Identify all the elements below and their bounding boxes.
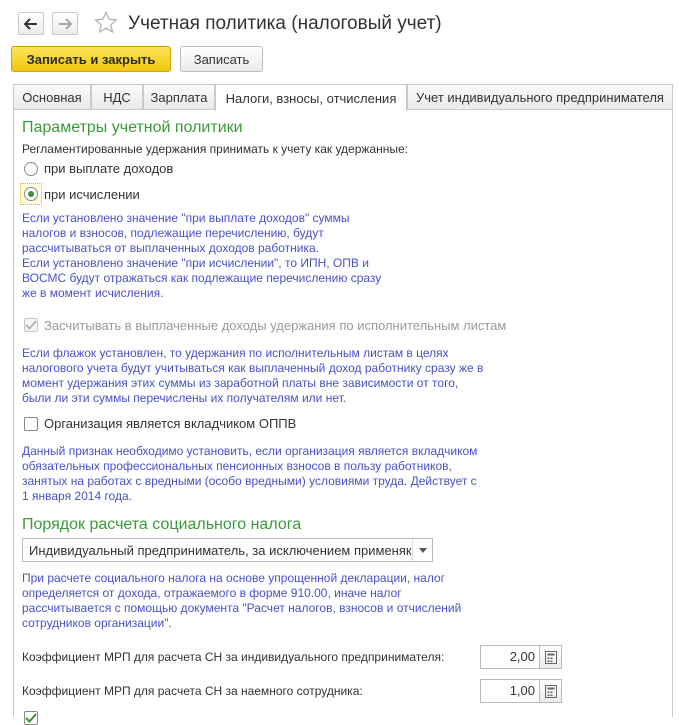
chevron-down-icon [419, 548, 427, 553]
save-button[interactable]: Записать [180, 46, 263, 72]
calc-hint: При расчете социального налога на основе упрощенной декларации, налог определяется от дохода, отражаемого в форме 910.00, иначе налог рассчитывается с помощью документа "Расчет налогов, взносов и отчислений сотрудников организации". [22, 571, 462, 630]
option-hint: Если установлено значение "при выплате доходов" суммы налогов и взносов, подлежащие перечислению, будут рассчитываться от выплаченных доходов работника. Если установлено значение "при исчислении", то ИПН, ОПВ и ВОСМС будут отражаться как подлежащие перечислению сразу же в момент исчисления. [22, 211, 382, 300]
mrp-employee-calc-button[interactable] [540, 679, 562, 703]
social-tax-section-title: Порядок расчета социального налога [22, 516, 302, 533]
calc-order-select[interactable] [22, 538, 433, 562]
mrp-ip-calc-button[interactable] [540, 645, 562, 669]
mrp-employee-field[interactable] [480, 679, 562, 703]
radio-on-payment-label[interactable]: при выплате доходов [44, 161, 174, 176]
arrow-left-icon [24, 18, 38, 30]
mrp-employee-input[interactable]: 1,00 [480, 679, 540, 703]
writs-hint: Если флажок установлен, то удержания по исполнительным листам в целях налогового учета будут учитываться как выплаченный доход работнику сразу же в момент удержания этих суммы из заработной платы вне зависимости от того, были ли эти суммы перечислены их получателям или нет. [22, 346, 484, 405]
checkmark-icon [25, 713, 37, 723]
radio-on-calculation-label[interactable]: при исчислении [44, 187, 140, 202]
favorite-star[interactable] [94, 11, 118, 37]
back-button[interactable] [18, 12, 44, 35]
calculator-icon [545, 651, 557, 664]
tab-taxes[interactable]: Налоги, взносы, отчисления [215, 84, 407, 111]
mrp-ip-input[interactable]: 2,00 [480, 645, 540, 669]
mrp-ip-field[interactable] [480, 645, 562, 669]
calc-order-value: Индивидуальный предприниматель, за исключением применяк [29, 542, 412, 558]
bottom-checkbox-partial[interactable] [24, 711, 38, 725]
tab-salary[interactable]: Зарплата [143, 84, 215, 110]
writs-checkbox-label[interactable]: Засчитывать в выплаченные доходы удержания по исполнительным листам [44, 318, 507, 333]
oppv-hint: Данный признак необходимо установить, если организация является вкладчиком обязательных профессиональных пенсионных взносов в пользу работников, занятых на работах с вредными (особо вредными) условиями труда. Действует с 1 января 2014 года. [22, 444, 478, 503]
radio-selected-dot [28, 191, 34, 197]
radio-on-calculation[interactable] [24, 187, 38, 201]
tab-main[interactable]: Основная [13, 84, 91, 110]
tab-bar [13, 84, 671, 110]
tab-vat[interactable]: НДС [91, 84, 143, 110]
forward-button[interactable] [52, 12, 78, 35]
mrp-employee-label: Коэффициент МРП для расчета СН за наемного сотрудника: [22, 684, 363, 698]
oppv-checkbox-label[interactable]: Организация является вкладчиком ОППВ [44, 416, 297, 431]
mrp-ip-label: Коэффициент МРП для расчета СН за индивидуального предпринимателя: [22, 650, 445, 664]
tab-entrepreneur[interactable]: Учет индивидуального предпринимателя [407, 84, 673, 110]
arrow-right-icon [58, 18, 72, 30]
page-title: Учетная политика (налоговый учет) [128, 13, 442, 34]
withholding-question: Регламентированные удержания принимать к учету как удержанные: [22, 142, 408, 156]
checkmark-icon [25, 320, 37, 330]
star-icon [94, 11, 118, 34]
oppv-checkbox[interactable] [24, 417, 38, 431]
writs-checkbox[interactable] [24, 318, 38, 332]
calculator-icon [545, 685, 557, 698]
save-and-close-button[interactable]: Записать и закрыть [11, 46, 171, 72]
dropdown-arrow[interactable] [412, 539, 432, 561]
radio-on-payment[interactable] [24, 162, 38, 176]
policy-section-title: Параметры учетной политики [22, 119, 243, 136]
